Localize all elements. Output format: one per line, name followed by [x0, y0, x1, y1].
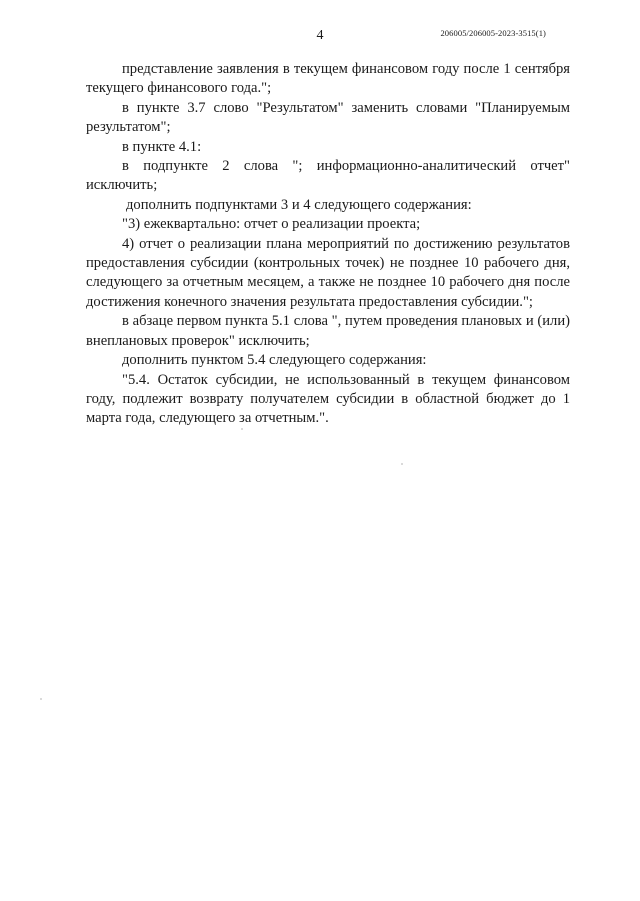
paragraph-3: в пункте 4.1: — [122, 138, 202, 155]
scan-speck — [241, 428, 243, 430]
paragraph-10: "5.4. Остаток субсидии, не использованный в текущем финансовом году, подлежит возврату получателем субсидии в областной бюджет до 1 марта года, следующего за отчетным.". — [86, 371, 570, 427]
paragraph-1: представление заявления в текущем финансовом году после 1 сентября текущего финансового года."; — [86, 61, 570, 97]
paragraph-4: в подпункте 2 слова "; информационно-аналитический отчет" исключить; — [86, 158, 570, 194]
document-body — [86, 60, 570, 429]
scan-speck — [401, 463, 403, 465]
paragraph-5: дополнить подпунктами 3 и 4 следующего содержания: — [126, 196, 472, 213]
paragraph-8: в абзаце первом пункта 5.1 слова ", путем проведения плановых и (или) внеплановых проверок" исключить; — [86, 313, 570, 349]
paragraph-9: дополнить пунктом 5.4 следующего содержания: — [122, 352, 427, 369]
document-code: 206005/206005-2023-3515(1) — [440, 28, 546, 38]
paragraph-2: в пункте 3.7 слово "Результатом" заменить словами "Планируемым результатом"; — [86, 99, 570, 136]
paragraph-6: "3) ежеквартально: отчет о реализации проекта; — [122, 216, 421, 233]
paragraph-7: 4) отчет о реализации плана мероприятий по достижению результатов предоставления субсидии (контрольных точек) не позднее 10 рабочего дня, следующего за отчетным месяцем, а также не позднее 10 рабочего дня после достижения конечного значения результата предоставления субсидии."; — [86, 235, 570, 310]
scan-speck — [40, 698, 42, 700]
page-number: 4 — [316, 28, 324, 43]
